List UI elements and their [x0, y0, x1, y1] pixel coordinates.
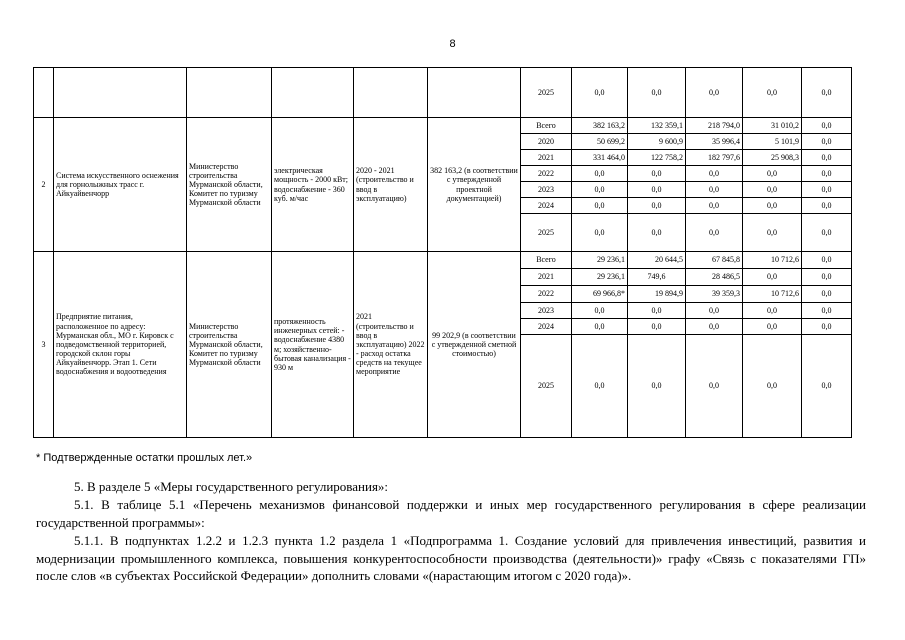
paragraph-5: 5. В разделе 5 «Меры государственного регулирования»: — [74, 479, 389, 494]
table-row — [34, 68, 852, 118]
value-cell: 0,0 — [743, 303, 802, 319]
year-cell: Всего — [521, 252, 572, 269]
value-cell: 0,0 — [686, 68, 743, 118]
value-cell: 0,0 — [686, 319, 743, 335]
value-cell: 69 966,8* — [572, 286, 628, 303]
value-cell: 0,0 — [802, 134, 852, 150]
value-cell: 0,0 — [572, 319, 628, 335]
value-cell: 122 758,2 — [628, 150, 686, 166]
value-cell: 0,0 — [572, 198, 628, 214]
value-cell: 35 996,4 — [686, 134, 743, 150]
value-cell: 29 236,1 — [572, 252, 628, 269]
value-cell: 0,0 — [686, 182, 743, 198]
value-cell: 0,0 — [572, 303, 628, 319]
empty-cell — [54, 68, 187, 118]
value-cell: 0,0 — [743, 68, 802, 118]
value-cell: 0,0 — [628, 303, 686, 319]
value-cell: 9 600,9 — [628, 134, 686, 150]
project-executor: Министерство строительства Мурманской области, Комитет по туризму Мурманской области — [187, 118, 272, 252]
paragraph-5-1-1: 5.1.1. В подпунктах 1.2.2 и 1.2.3 пункта 1.2 раздела 1 «Подпрограмма 1. Создание условий для привлечения инвестиций, развития и модернизации промышленного комплекса, повышения конкурентоспособности производства (деятельности)» графу «Связь с показателями ГП» после слов «в субъектах Российской Федерации» дополнить словами «(нарастающим итогом с 2020 года)». — [36, 533, 866, 583]
value-cell: 25 908,3 — [743, 150, 802, 166]
value-cell: 0,0 — [802, 286, 852, 303]
value-cell: 0,0 — [743, 319, 802, 335]
value-cell: 382 163,2 — [572, 118, 628, 134]
value-cell: 10 712,6 — [743, 252, 802, 269]
value-cell: 39 359,3 — [686, 286, 743, 303]
project-number: 3 — [34, 252, 54, 438]
value-cell: 0,0 — [686, 198, 743, 214]
year-cell: 2020 — [521, 134, 572, 150]
empty-cell — [34, 68, 54, 118]
value-cell: 0,0 — [743, 166, 802, 182]
value-cell: 0,0 — [628, 68, 686, 118]
value-cell: 749,6 — [628, 269, 686, 286]
project-period: 2020 - 2021 (строительство и ввод в эксплуатацию) — [354, 118, 428, 252]
empty-cell — [428, 68, 521, 118]
value-cell: 218 794,0 — [686, 118, 743, 134]
project-number: 2 — [34, 118, 54, 252]
value-cell: 0,0 — [802, 252, 852, 269]
year-cell: 2024 — [521, 319, 572, 335]
project-executor: Министерство строительства Мурманской области, Комитет по туризму Мурманской области — [187, 252, 272, 438]
table-row — [34, 118, 852, 134]
table-row — [34, 252, 852, 269]
value-cell: 0,0 — [743, 335, 802, 438]
value-cell: 31 010,2 — [743, 118, 802, 134]
value-cell: 0,0 — [686, 303, 743, 319]
value-cell: 0,0 — [802, 303, 852, 319]
value-cell: 0,0 — [743, 182, 802, 198]
value-cell: 0,0 — [802, 319, 852, 335]
value-cell: 28 486,5 — [686, 269, 743, 286]
value-cell: 0,0 — [802, 269, 852, 286]
value-cell: 0,0 — [802, 68, 852, 118]
value-cell: 0,0 — [802, 166, 852, 182]
value-cell: 0,0 — [628, 198, 686, 214]
value-cell: 0,0 — [572, 166, 628, 182]
value-cell: 19 894,9 — [628, 286, 686, 303]
year-cell: 2025 — [521, 68, 572, 118]
empty-cell — [187, 68, 272, 118]
value-cell: 0,0 — [686, 166, 743, 182]
value-cell: 0,0 — [802, 198, 852, 214]
paragraph-5-1: 5.1. В таблице 5.1 «Перечень механизмов финансовой поддержки и иных мер государственного регулирования в сфере реализации государственной программы»: — [36, 497, 866, 530]
value-cell: 0,0 — [686, 214, 743, 252]
year-cell: 2021 — [521, 269, 572, 286]
page-number: 8 — [449, 38, 456, 50]
project-capacity: электрическая мощность - 2000 кВт; водоснабжение - 360 куб. м/час — [272, 118, 354, 252]
empty-cell — [354, 68, 428, 118]
value-cell: 132 359,1 — [628, 118, 686, 134]
year-cell: 2023 — [521, 182, 572, 198]
project-cost: 99 202,9 (в соответствии с утвержденной сметной стоимостью) — [428, 252, 521, 438]
investment-projects-table — [33, 67, 852, 438]
value-cell: 0,0 — [802, 335, 852, 438]
value-cell: 0,0 — [628, 335, 686, 438]
table-body — [34, 68, 852, 438]
value-cell: 0,0 — [743, 214, 802, 252]
value-cell: 10 712,6 — [743, 286, 802, 303]
table-footnote: * Подтвержденные остатки прошлых лет.» — [36, 452, 253, 464]
year-cell: Всего — [521, 118, 572, 134]
year-cell: 2023 — [521, 303, 572, 319]
value-cell: 0,0 — [628, 319, 686, 335]
empty-cell — [272, 68, 354, 118]
value-cell: 0,0 — [743, 198, 802, 214]
project-name: Предприятие питания, расположенное по адресу: Мурманская обл., МО г. Кировск с подведомственной территорией, городской склон горы Айкуайвенчорр. Этап 1. Сети водоснабжения и водоотведения — [54, 252, 187, 438]
project-cost: 382 163,2 (в соответствии с утвержденной проектной документацией) — [428, 118, 521, 252]
value-cell: 5 101,9 — [743, 134, 802, 150]
value-cell: 0,0 — [802, 214, 852, 252]
value-cell: 0,0 — [686, 335, 743, 438]
value-cell: 29 236,1 — [572, 269, 628, 286]
year-cell: 2025 — [521, 214, 572, 252]
year-cell: 2022 — [521, 166, 572, 182]
value-cell: 0,0 — [572, 182, 628, 198]
value-cell: 0,0 — [628, 166, 686, 182]
project-period: 2021 (строительство и ввод в эксплуатацию) 2022 - расход остатка средств на текущее мероприятие — [354, 252, 428, 438]
year-cell: 2024 — [521, 198, 572, 214]
value-cell: 331 464,0 — [572, 150, 628, 166]
value-cell: 50 699,2 — [572, 134, 628, 150]
value-cell: 0,0 — [802, 182, 852, 198]
project-name: Система искусственного оснежения для горнолыжных трасс г. Айкуайвенчорр — [54, 118, 187, 252]
year-cell: 2022 — [521, 286, 572, 303]
value-cell: 0,0 — [802, 150, 852, 166]
value-cell: 0,0 — [572, 68, 628, 118]
year-cell: 2025 — [521, 335, 572, 438]
year-cell: 2021 — [521, 150, 572, 166]
value-cell: 0,0 — [628, 214, 686, 252]
value-cell: 67 845,8 — [686, 252, 743, 269]
value-cell: 0,0 — [572, 335, 628, 438]
value-cell: 20 644,5 — [628, 252, 686, 269]
value-cell: 0,0 — [743, 269, 802, 286]
value-cell: 0,0 — [628, 182, 686, 198]
value-cell: 0,0 — [572, 214, 628, 252]
value-cell: 182 797,6 — [686, 150, 743, 166]
project-capacity: протяженность инженерных сетей: - водоснабжение 4380 м; хозяйственно-бытовая канализация - 930 м — [272, 252, 354, 438]
value-cell: 0,0 — [802, 118, 852, 134]
